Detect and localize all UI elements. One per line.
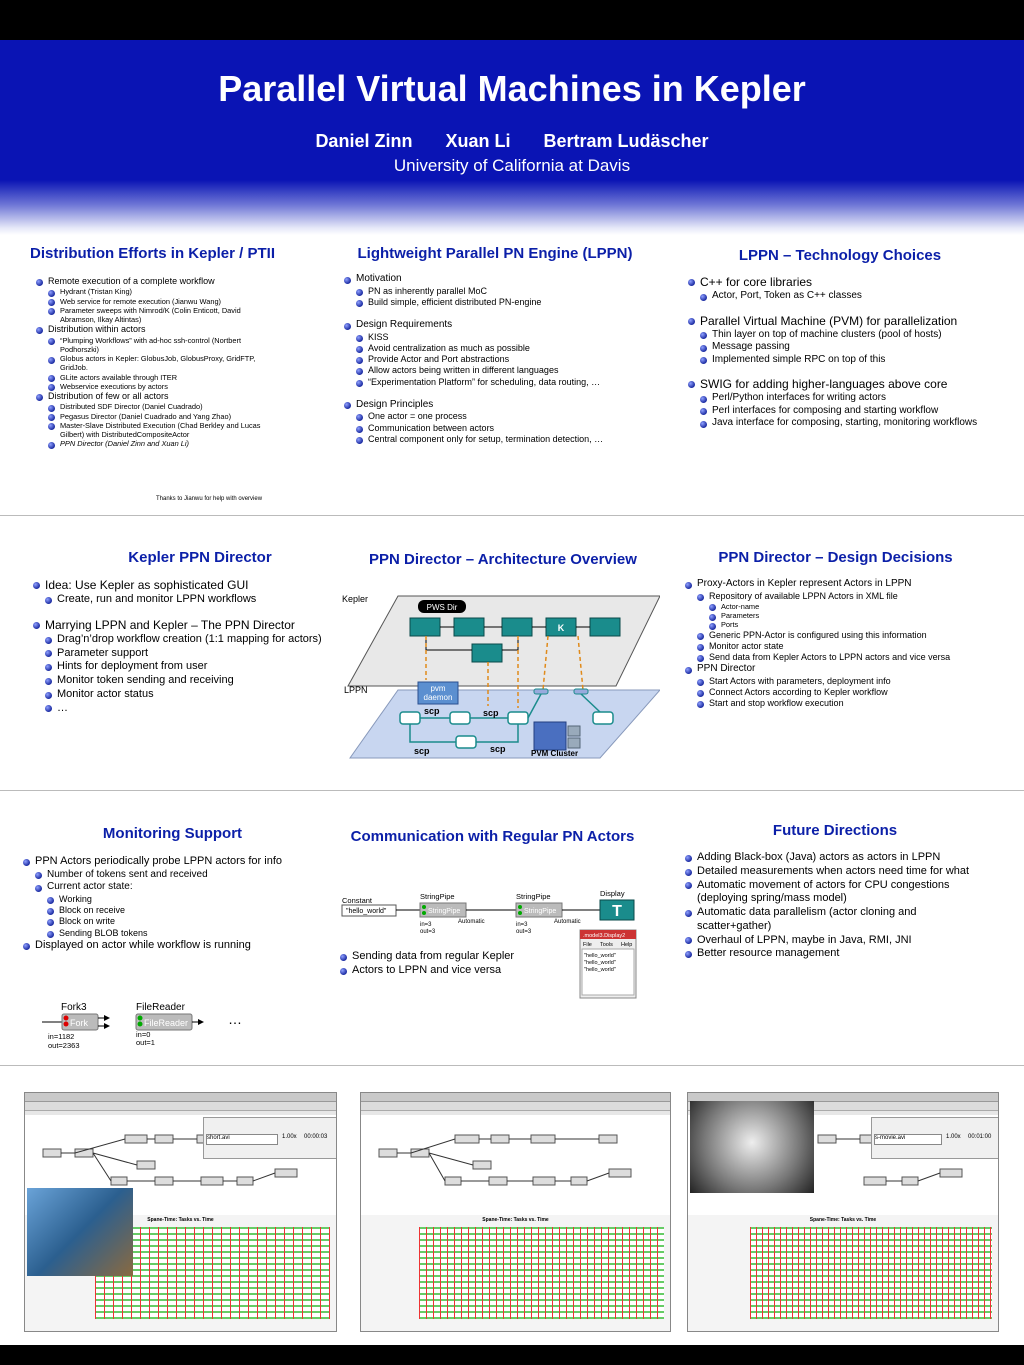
- author: Xuan Li: [445, 131, 511, 151]
- list-item: Hints for deployment from user: [45, 660, 333, 674]
- list-item: Parameter support: [45, 647, 333, 661]
- space-time-chart: [419, 1227, 664, 1319]
- lppn-actor: [450, 712, 470, 724]
- time-readout: 00:01:00: [968, 1134, 992, 1140]
- communication-list: [340, 950, 580, 978]
- list-item: PPN Director (Daniel Zinn and Xuan Li): [48, 439, 261, 448]
- list-item: Webservice executions by actors: [48, 382, 261, 391]
- pvm-cluster-label: PVM Cluster: [531, 749, 579, 758]
- tech-list: [688, 275, 978, 430]
- video-frame: [27, 1188, 133, 1276]
- fork-status-light: [64, 1022, 69, 1027]
- divider: [0, 1065, 1024, 1066]
- kepler-label: Kepler: [342, 594, 369, 604]
- design-list: [685, 578, 985, 710]
- menu-file[interactable]: File: [583, 942, 592, 948]
- pvm-daemon-label: pvm: [430, 684, 446, 693]
- video-frame: [690, 1101, 814, 1193]
- pws-dir-label: PWS Dir: [426, 603, 458, 612]
- stringpipe-in: in=3: [516, 922, 528, 928]
- list-item: Distribution of few or all actors: [36, 391, 261, 402]
- list-item: Marrying LPPN and Kepler – The PPN Director: [33, 618, 333, 633]
- list-item: One actor = one process: [356, 411, 644, 422]
- poster-title: Parallel Virtual Machines in Kepler: [218, 68, 806, 109]
- time-readout: 00:00:03: [304, 1134, 328, 1140]
- kepler-plane: [348, 596, 660, 686]
- list-item: KISS: [356, 332, 644, 343]
- window-toolbar: [361, 1102, 670, 1111]
- divider: [0, 790, 1024, 791]
- window-title: .model3.Display2: [583, 933, 626, 939]
- list-item: Message passing: [700, 341, 978, 354]
- list-item: Web service for remote execution (Jianwu Wang): [48, 297, 261, 306]
- list-item: PPN Director: [685, 663, 985, 676]
- list-item: Actors to LPPN and vice versa: [340, 964, 580, 978]
- list-item: Remote execution of a complete workflow: [36, 276, 261, 287]
- menu-help[interactable]: Help: [621, 942, 633, 948]
- list-item: Perl interfaces for composing and starting workflow: [700, 405, 978, 418]
- fork-in: in=1182: [48, 1032, 75, 1041]
- list-item: Sending BLOB tokens: [47, 928, 328, 939]
- constant-value: "hello_world": [346, 908, 387, 915]
- status-light: [518, 911, 522, 915]
- status-light: [422, 911, 426, 915]
- list-item: Build simple, efficient distributed PN-engine: [356, 297, 644, 308]
- file-field[interactable]: short.avi: [206, 1134, 278, 1145]
- lppn-list: [344, 273, 644, 445]
- actor-box: [472, 644, 502, 662]
- display-line: "hello_world": [584, 967, 616, 973]
- t-icon: T: [612, 903, 622, 920]
- automatic-label: Automatic: [458, 919, 485, 925]
- list-item: Allow actors being written in different languages: [356, 365, 644, 376]
- list-item: Displayed on actor while workflow is running: [23, 939, 328, 953]
- file-field[interactable]: s-movie.avi: [874, 1134, 942, 1145]
- author-list: [0, 131, 1024, 152]
- monitoring-list: [23, 855, 328, 953]
- actor-box: [454, 618, 484, 636]
- future-list: [685, 851, 990, 961]
- automatic-label: Automatic: [554, 919, 581, 925]
- list-item: Monitor actor state: [697, 641, 985, 652]
- screenshot-kepler-3: [687, 1092, 999, 1332]
- scp-label: scp: [483, 708, 499, 718]
- distribution-list: [36, 276, 261, 449]
- stringpipe-out: out=3: [516, 929, 532, 935]
- author: Bertram Ludäscher: [543, 131, 709, 151]
- list-item: Design Principles: [344, 399, 644, 412]
- window-titlebar: [25, 1093, 336, 1102]
- list-item: Better resource management: [685, 947, 990, 961]
- space-time-title: Spane-Time: Tasks vs. Time: [482, 1217, 549, 1223]
- list-item: Automatic data parallelism (actor cloning and scatter+gather): [685, 906, 990, 934]
- section-title-kepler-ppn: Kepler PPN Director: [128, 549, 272, 566]
- actor-status-examples: [40, 998, 260, 1050]
- window-toolbar: [25, 1102, 336, 1111]
- top-bar: [0, 0, 1024, 40]
- screenshot-kepler-2: [360, 1092, 671, 1332]
- section-title-future: Future Directions: [772, 822, 898, 839]
- list-item: Globus actors in Kepler: GlobusJob, GlobusProxy, GridFTP, GridJob.: [48, 354, 261, 373]
- stringpipe-label: StringPipe: [516, 892, 551, 901]
- space-time-panel: [688, 1215, 998, 1331]
- filereader-title: FileReader: [136, 1002, 185, 1013]
- list-item: PN as inherently parallel MoC: [356, 286, 644, 297]
- pvm-daemon-label: daemon: [423, 693, 453, 702]
- list-item: “Plumping Workflows” with ad-hoc ssh-control (Nortbert Podhorszki): [48, 336, 261, 355]
- scp-label: scp: [490, 744, 506, 754]
- workflow-canvas: [361, 1115, 670, 1215]
- section-title-tech: LPPN – Technology Choices: [738, 247, 942, 264]
- window-titlebar: [361, 1093, 670, 1102]
- pvm-cluster-icon: [534, 722, 580, 750]
- lppn-port: [574, 689, 588, 694]
- filereader-inner: FileReader: [144, 1018, 189, 1028]
- list-item: Implemented simple RPC on top of this: [700, 354, 978, 367]
- stringpipe-inner: StringPipe: [428, 908, 461, 915]
- kepler-ppn-list: [33, 578, 333, 715]
- arrow-icon: [104, 1015, 110, 1021]
- list-item: Thin layer on top of machine clusters (pool of hosts): [700, 329, 978, 342]
- status-light: [422, 905, 426, 909]
- list-item: Repository of available LPPN Actors in XML file: [697, 591, 985, 602]
- list-item: Detailed measurements when actors need time for what: [685, 865, 990, 879]
- bottom-bar: [0, 1345, 1024, 1365]
- stringpipe-in: in=3: [420, 922, 432, 928]
- list-item: Parallel Virtual Machine (PVM) for parallelization: [688, 314, 978, 329]
- screenshot-kepler-1: [24, 1092, 337, 1332]
- list-item: Idea: Use Kepler as sophisticated GUI: [33, 578, 333, 593]
- architecture-diagram: [338, 588, 660, 763]
- lppn-actor: [593, 712, 613, 724]
- affiliation: University of California at Davis: [393, 156, 631, 175]
- filereader-status-light: [138, 1022, 143, 1027]
- ellipsis: …: [228, 1011, 242, 1027]
- list-item: Connect Actors according to Kepler workflow: [697, 687, 985, 698]
- list-item: Sending data from regular Kepler: [340, 950, 580, 964]
- list-item: Create, run and monitor LPPN workflows: [45, 593, 333, 607]
- status-light: [518, 905, 522, 909]
- list-item: Drag’n’drop workflow creation (1:1 mapping for actors): [45, 633, 333, 647]
- list-item: Number of tokens sent and received: [35, 869, 328, 882]
- list-item: Actor-name: [709, 602, 985, 611]
- list-item: Proxy-Actors in Kepler represent Actors in LPPN: [685, 578, 985, 591]
- lppn-actor: [456, 736, 476, 748]
- workflow-graph: [361, 1115, 671, 1215]
- list-item: Block on receive: [47, 905, 328, 916]
- list-item: Block on write: [47, 916, 328, 927]
- list-item: Current actor state:: [35, 881, 328, 894]
- section-title-design: PPN Director – Design Decisions: [718, 549, 953, 566]
- list-item: Parameters: [709, 611, 985, 620]
- list-item: Adding Black-box (Java) actors as actors in LPPN: [685, 851, 990, 865]
- stringpipe-inner: StringPipe: [524, 908, 557, 915]
- fork-out: out=2363: [48, 1041, 80, 1050]
- list-item: Distributed SDF Director (Daniel Cuadrado): [48, 402, 261, 411]
- list-item: Working: [47, 894, 328, 905]
- media-player-window: [871, 1117, 999, 1159]
- list-item: Master-Slave Distributed Execution (Chad Berkley and Lucas Gilbert) with DistributedCompositeActor: [48, 421, 261, 440]
- list-item: Motivation: [344, 273, 644, 286]
- lppn-actor: [508, 712, 528, 724]
- acknowledgement: Thanks to Jianwu for help with overview: [156, 496, 263, 502]
- k-label: K: [557, 623, 565, 633]
- list-item: Start and stop workflow execution: [697, 698, 985, 709]
- list-item: Java interface for composing, starting, monitoring workflows: [700, 417, 978, 430]
- actor-box: [502, 618, 532, 636]
- filereader-in: in=0: [136, 1030, 151, 1039]
- section-title-monitoring: Monitoring Support: [102, 825, 243, 842]
- media-player-window: [203, 1117, 337, 1159]
- list-item: Hydrant (Tristan King): [48, 287, 261, 296]
- lppn-actor: [400, 712, 420, 724]
- list-item: SWIG for adding higher-languages above core: [688, 377, 978, 392]
- arrow-icon: [104, 1023, 110, 1029]
- author: Daniel Zinn: [315, 131, 413, 151]
- actor-box: [410, 618, 440, 636]
- section-title-lppn: Lightweight Parallel PN Engine (LPPN): [357, 245, 633, 262]
- list-item: Design Requirements: [344, 319, 644, 332]
- list-item: PPN Actors periodically probe LPPN actors for info: [23, 855, 328, 869]
- display-line: "hello_world": [584, 960, 616, 966]
- stringpipe-out: out=3: [420, 929, 436, 935]
- space-time-panel: [361, 1215, 670, 1331]
- display-label: Display: [600, 889, 625, 898]
- list-item: Parameter sweeps with Nimrod/K (Colin Enticott, David Abramson, Ilkay Altintas): [48, 306, 261, 325]
- zoom-readout: 1.00x: [282, 1134, 297, 1140]
- list-item: Send data from Kepler Actors to LPPN actors and vice versa: [697, 652, 985, 663]
- zoom-readout: 1.00x: [946, 1134, 961, 1140]
- scp-label: scp: [414, 746, 430, 756]
- lppn-label: LPPN: [344, 685, 368, 695]
- list-item: GLite actors available through ITER: [48, 373, 261, 382]
- fork-status-light: [64, 1016, 69, 1021]
- filereader-status-light: [138, 1016, 143, 1021]
- list-item: Start Actors with parameters, deployment info: [697, 676, 985, 687]
- list-item: Avoid centralization as much as possible: [356, 343, 644, 354]
- fork-output-port: [98, 1018, 104, 1026]
- divider: [0, 515, 1024, 516]
- stringpipe-label: StringPipe: [420, 892, 455, 901]
- fork-inner: Fork: [70, 1018, 88, 1028]
- list-item: C++ for core libraries: [688, 275, 978, 290]
- list-item: Overhaul of LPPN, maybe in Java, RMI, JNI: [685, 934, 990, 948]
- section-title-communication: Communication with Regular PN Actors: [350, 828, 635, 845]
- lppn-port: [534, 689, 548, 694]
- list-item: Communication between actors: [356, 423, 644, 434]
- actor-box: [590, 618, 620, 636]
- space-time-chart: [750, 1227, 992, 1319]
- list-item: Generic PPN-Actor is configured using this information: [697, 630, 985, 641]
- constant-label: Constant: [342, 896, 373, 905]
- list-item: “Experimentation Platform” for scheduling, data routing, …: [356, 377, 644, 388]
- section-title-distribution: Distribution Efforts in Kepler / PTII: [29, 245, 275, 262]
- list-item: …: [45, 702, 333, 716]
- list-item: Central component only for setup, termination detection, …: [356, 434, 644, 445]
- list-item: Provide Actor and Port abstractions: [356, 354, 644, 365]
- list-item: Automatic movement of actors for CPU congestions (deploying spring/mass model): [685, 879, 990, 907]
- list-item: Pegasus Director (Daniel Cuadrado and Yang Zhao): [48, 412, 261, 421]
- space-time-title: Spane-Time: Tasks vs. Time: [809, 1217, 877, 1223]
- list-item: Monitor actor status: [45, 688, 333, 702]
- communication-diagram: [338, 888, 643, 1003]
- space-time-title: Spane-Time: Tasks vs. Time: [147, 1217, 214, 1223]
- fork-title: Fork3: [61, 1002, 87, 1013]
- display-line: "hello_world": [584, 953, 616, 959]
- menu-tools[interactable]: Tools: [600, 942, 613, 948]
- list-item: Distribution within actors: [36, 324, 261, 335]
- arrow-icon: [198, 1019, 204, 1025]
- section-title-architecture: PPN Director – Architecture Overview: [369, 551, 637, 568]
- list-item: Ports: [709, 620, 985, 629]
- filereader-out: out=1: [136, 1038, 155, 1047]
- list-item: Actor, Port, Token as C++ classes: [700, 290, 978, 303]
- list-item: Monitor token sending and receiving: [45, 674, 333, 688]
- scp-label: scp: [424, 706, 440, 716]
- list-item: Perl/Python interfaces for writing actors: [700, 392, 978, 405]
